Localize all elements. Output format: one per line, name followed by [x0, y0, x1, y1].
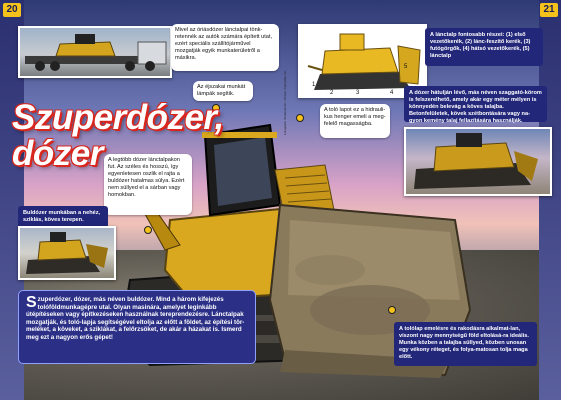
pointer-dot-blade — [388, 306, 396, 314]
diagram-label-3: 3 — [356, 90, 360, 96]
caption-night-lamps: Az éjszakai munkát lámpák segítik. — [193, 81, 253, 101]
diagram-label-1: 1 — [312, 82, 316, 88]
caption-hydraulic-cylinder: A toló lapot ez a hidrauli-kus henger emeli a meg-felelő magasságba. — [320, 104, 390, 138]
intro-drop-cap: S — [26, 294, 37, 311]
photo-credit: Fotografie: Shutterstock • Picture: Caterpillar Inc. — [283, 70, 287, 135]
intro-text: zuperdózer, dózer, más néven buldózer. Mind a három kifejezés tolóföldmunkagépre utal. Olyan masinára, amelyet leginkább útépítéseken vagy építkezéseken használnak tereprendezésre. Lánctalpak mozgatják, és toló-lapja segítségével eltolja az előtt a földet, az építési tör-meléket, a köveket, a sziklákat, a felőrzsöket, de akár a házakat is. Ismerd meg ezt a nagyon erős gépet! — [26, 296, 245, 341]
caption-rocky-terrain: Buldózer munkában a nehéz, sziklás, köves terepen. — [18, 206, 108, 228]
diagram-label-5: 5 — [404, 64, 408, 70]
caption-transporter: Mivel az óriásdózer lánctalpai tönk-retennék az autók számára épített utat, ezért speciális szállítójárművel mozgatják egyik munkaterületről a másikra. — [171, 24, 279, 71]
caption-ripper: A dózer hátulján lévő, más néven szaggató-körom is felszerelhető, amely akár egy méter mélyen is könnyedén belevág a köves talajba. Betonfelületek, kövek szétbontására vagy na-gyon kemény talaj fellazítására használják. — [404, 86, 547, 122]
intro-text-box — [18, 290, 256, 364]
photo-ripper — [404, 127, 552, 196]
caption-track-weight: A legtöbb dózer lánctalpakon fut. Az széles és hosszú, így egyenletesen oszlik el rajta a buldózer hatalmas súlya. Ezért nem süllyed el a sárban vagy homokban. — [104, 154, 192, 215]
pointer-dot-track — [144, 226, 152, 234]
pointer-dot-cylinder — [296, 114, 304, 122]
caption-blade: A tolólap emelésre és rakodásra alkalmat-lan, viszont nagy mennyiségű föld eltolásá-ra ideális. Munka közben a talajba süllyed, közben unosan egy vékony réteget, és folya-matosan tolja maga előtt. — [394, 322, 537, 366]
diagram-label-2: 2 — [330, 90, 334, 96]
title-line-2: dózer — [12, 134, 103, 173]
photo-rocky-terrain — [18, 226, 116, 280]
page-number-right: 21 — [540, 3, 558, 17]
title-line-1: Szuperdózer, — [12, 98, 224, 137]
diagram-label-4: 4 — [390, 90, 394, 96]
caption-track-parts: A lánctalp fontosabb részei: (1) első vezetőkerék, (2) lánc-feszítő kerék, (3) futógörgők, (4) hátsó vezetőkerék, (5) lánctalp — [425, 28, 543, 66]
page-number-left: 20 — [3, 3, 21, 17]
photo-transporter — [18, 26, 172, 78]
